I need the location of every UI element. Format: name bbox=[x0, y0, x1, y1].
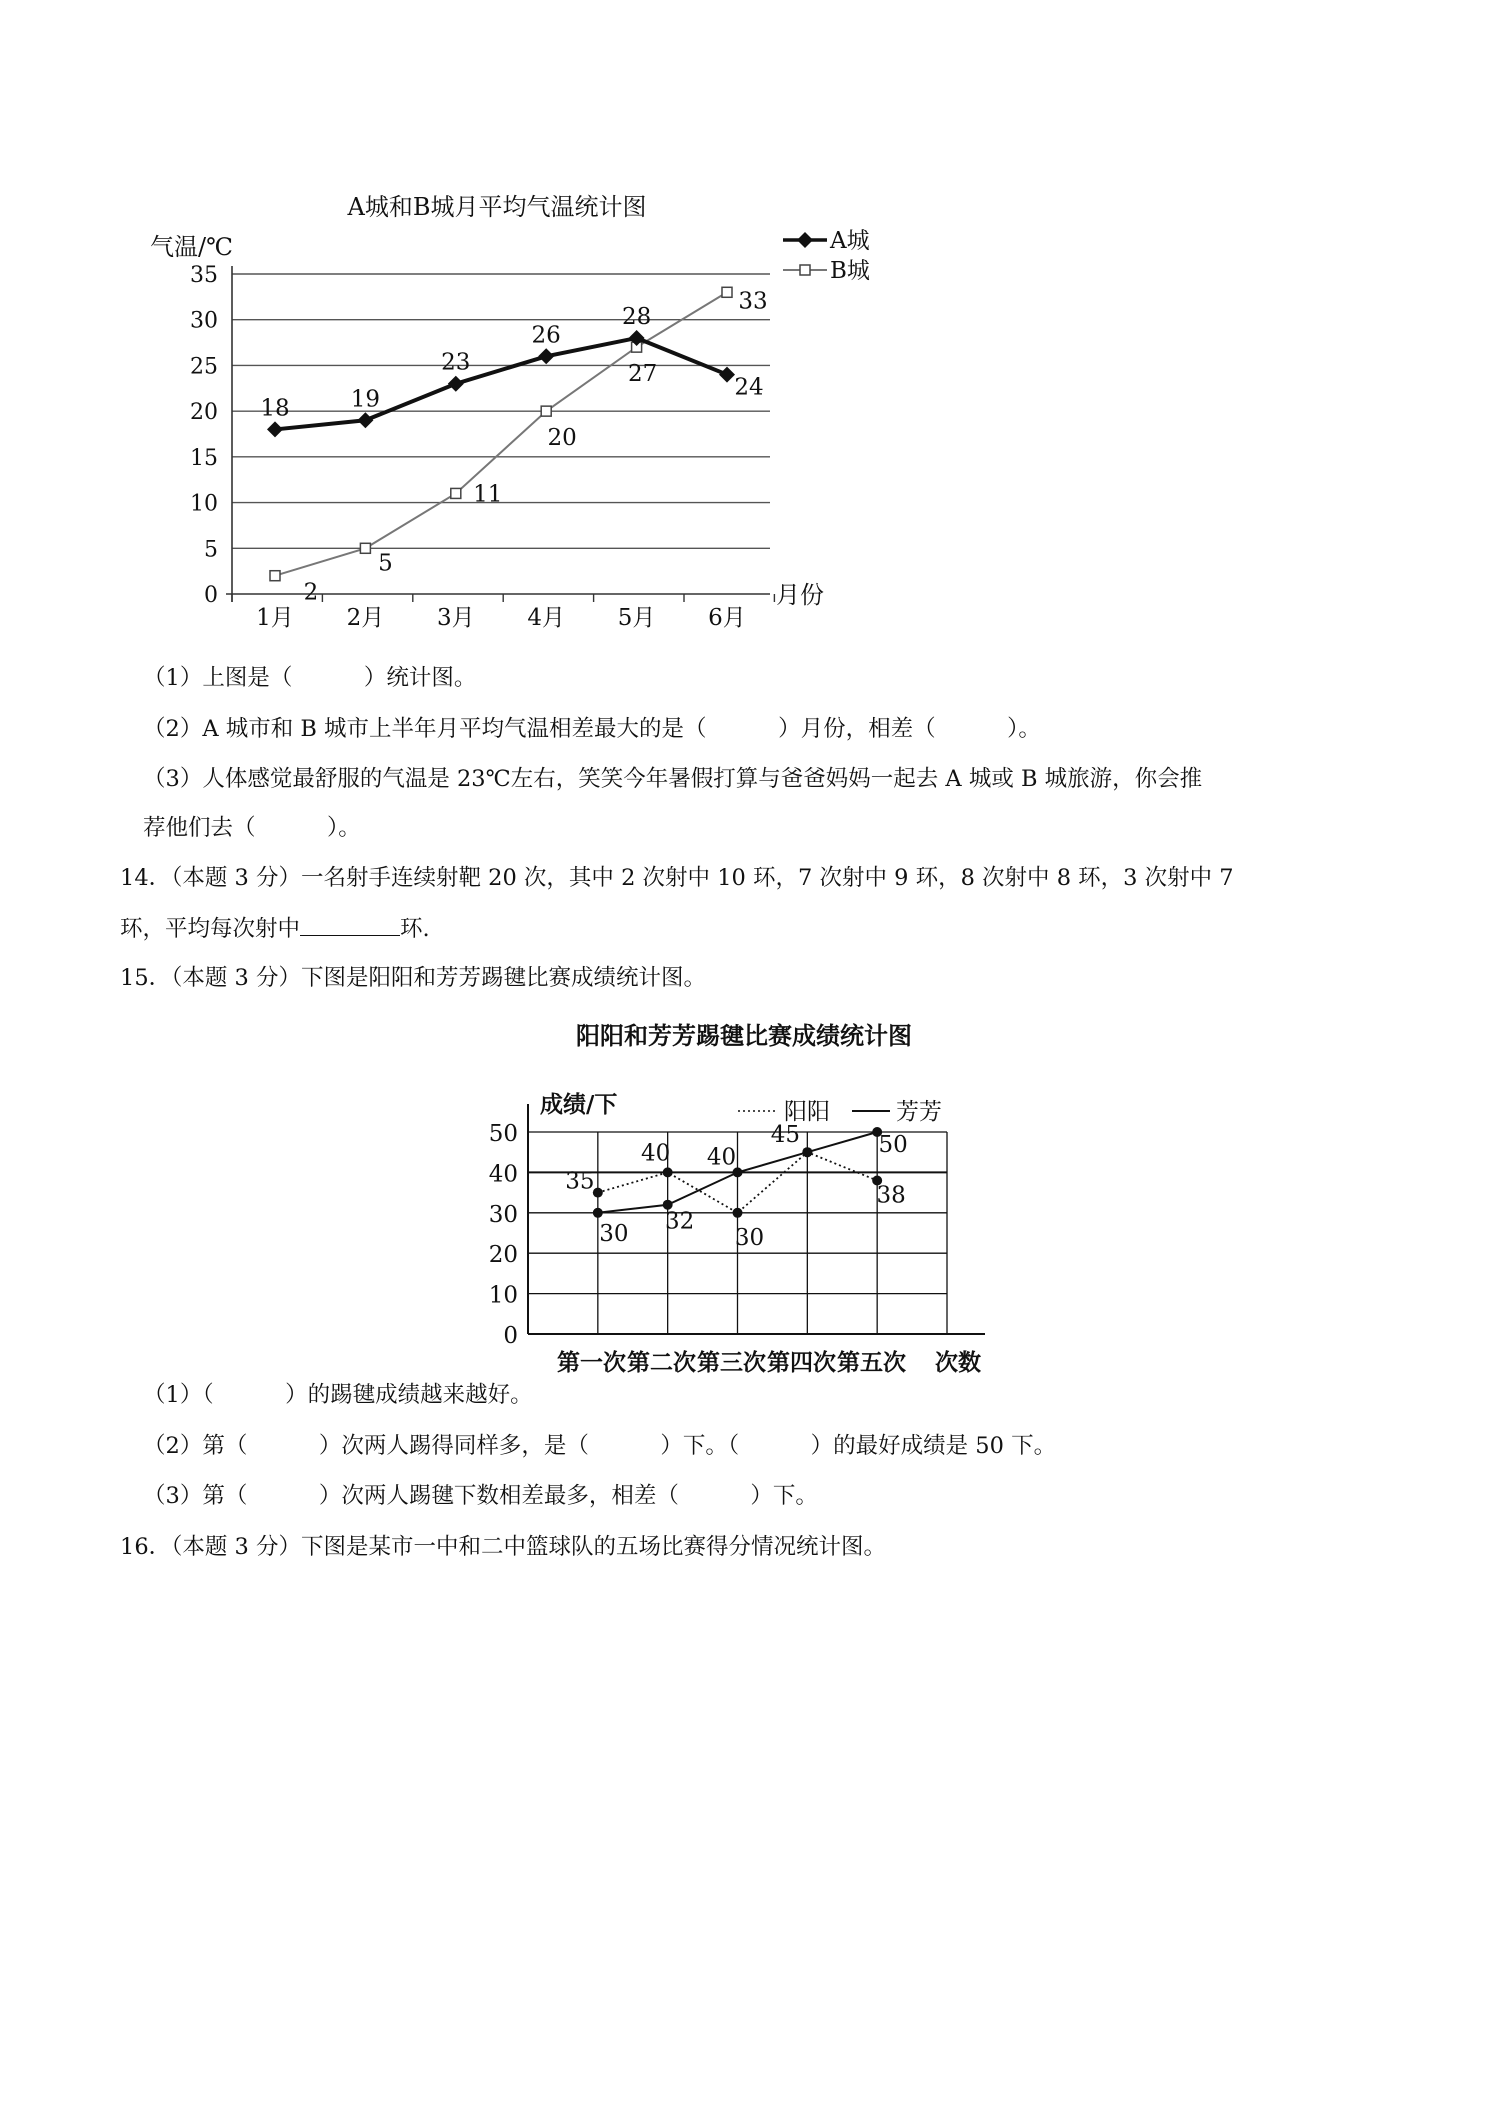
chart1-series-a-data-label: 19 bbox=[350, 386, 381, 413]
chart2-series-fangfang-data-label: 50 bbox=[878, 1132, 908, 1158]
q13-part3-line1: （3）人体感觉最舒服的气温是 23℃左右，笑笑今年暑假打算与爸爸妈妈一起去 A 城或 B 城旅游，你会推 bbox=[143, 766, 1203, 792]
chart1-x-tick-label: 4月 bbox=[527, 605, 566, 631]
chart1-title: A城和B城月平均气温统计图 bbox=[347, 193, 647, 221]
chart2-y-tick-label: 10 bbox=[488, 1282, 518, 1309]
chart2-y-tick-label: 0 bbox=[503, 1323, 518, 1349]
chart1-x-tick-label: 5月 bbox=[617, 605, 656, 631]
chart2-x-axis-label: 次数 bbox=[935, 1349, 981, 1376]
chart2-series-yangyang-data-label: 38 bbox=[876, 1182, 906, 1209]
chart1-series-b-data-label: 20 bbox=[547, 425, 577, 452]
q15-intro: 15．（本题 3 分）下图是阳阳和芳芳踢毽比赛成绩统计图。 bbox=[120, 965, 707, 991]
chart2-series-fangfang-data-label: 32 bbox=[665, 1208, 695, 1235]
q15-part1: （1）（ ）的踢毽成绩越来越好。 bbox=[143, 1382, 533, 1408]
chart1-y-tick-label: 35 bbox=[190, 263, 218, 288]
chart2-legend-yangyang-label: 阳阳 bbox=[784, 1099, 830, 1125]
q15-part2: （2）第（ ）次两人踢得同样多，是（ ）下。（ ）的最好成绩是 50 下。 bbox=[143, 1433, 1057, 1459]
chart1-series-b-data-label: 5 bbox=[378, 550, 393, 577]
chart1-y-tick-label: 10 bbox=[190, 491, 218, 517]
chart1-y-tick-label: 0 bbox=[204, 583, 218, 608]
chart2-legend-fangfang-label: 芳芳 bbox=[896, 1099, 942, 1125]
chart2-series-yangyang-data-label: 35 bbox=[565, 1168, 595, 1195]
chart2-x-tick-label: 第五次 bbox=[837, 1349, 906, 1376]
chart1-series-a-data-label: 24 bbox=[734, 374, 764, 401]
chart2-series-yangyang-data-label: 30 bbox=[734, 1224, 765, 1251]
chart1-y-tick-label: 20 bbox=[190, 400, 218, 426]
chart2-y-axis-label: 成绩/下 bbox=[540, 1091, 618, 1118]
chart2-y-tick-label: 40 bbox=[488, 1161, 518, 1188]
chart2-y-tick-label: 30 bbox=[488, 1201, 518, 1228]
q14-line1: 14．（本题 3 分）一名射手连续射靶 20 次，其中 2 次射中 10 环，7 次射中 9 环，8 次射中 8 环，3 次射中 7 bbox=[120, 865, 1234, 891]
chart1-series-a-data-label: 23 bbox=[441, 349, 471, 376]
chart1-x-tick-label: 6月 bbox=[708, 605, 746, 631]
chart1-y-tick-label: 25 bbox=[190, 354, 218, 380]
chart1-y-tick-label: 15 bbox=[190, 445, 218, 471]
chart2-x-tick-label: 第一次 bbox=[557, 1349, 626, 1376]
chart2-series-yangyang-data-label: 45 bbox=[770, 1122, 800, 1149]
chart1-legend-a-label: A城 bbox=[830, 228, 870, 254]
chart2-series-yangyang-point bbox=[663, 1167, 673, 1177]
chart2-series-yangyang-data-label: 40 bbox=[641, 1140, 671, 1167]
chart1-legend-b-label: B城 bbox=[830, 258, 870, 284]
chart2-y-tick-label: 20 bbox=[488, 1242, 518, 1269]
chart2-x-tick-label: 第二次 bbox=[627, 1349, 696, 1376]
chart1-x-tick-label: 1月 bbox=[256, 605, 294, 631]
chart1-series-a-data-label: 28 bbox=[621, 304, 652, 330]
chart2-series-fangfang-point bbox=[802, 1147, 812, 1157]
q14-line2-pre: 环，平均每次射中 bbox=[120, 916, 301, 942]
q14-line2-post: 环. bbox=[400, 916, 430, 942]
chart2-y-tick-label: 50 bbox=[488, 1121, 518, 1147]
q13-part2: （2）A 城市和 B 城市上半年月平均气温相差最大的是（ ）月份，相差（ ）。 bbox=[143, 716, 1041, 742]
chart1-series-b-data-label: 27 bbox=[627, 361, 658, 388]
chart2-x-tick-label: 第四次 bbox=[767, 1349, 836, 1376]
chart2-title: 阳阳和芳芳踢毽比赛成绩统计图 bbox=[576, 1021, 912, 1050]
chart1-y-tick-label: 30 bbox=[190, 308, 218, 334]
chart1-series-b-data-label: 2 bbox=[303, 579, 319, 606]
chart1-series-a-data-label: 26 bbox=[531, 322, 561, 349]
chart1-x-axis-label: 月份 bbox=[776, 581, 824, 609]
chart2-series-fangfang-data-label: 30 bbox=[599, 1220, 629, 1247]
chart1-series-b-data-label: 11 bbox=[473, 481, 503, 508]
chart1-series-a-data-label: 18 bbox=[260, 395, 290, 422]
chart2-series-fangfang-data-label: 40 bbox=[706, 1144, 737, 1171]
q13-part3-line2: 荐他们去（ ）。 bbox=[143, 815, 361, 841]
chart2-series-yangyang-point bbox=[733, 1208, 743, 1218]
q13-part1: （1）上图是（ ）统计图。 bbox=[143, 665, 477, 691]
chart1-y-axis-label: 气温/℃ bbox=[150, 233, 233, 261]
chart2-x-tick-label: 第三次 bbox=[697, 1349, 766, 1376]
chart2-series-fangfang-point bbox=[593, 1208, 603, 1218]
chart1-x-tick-label: 3月 bbox=[436, 605, 475, 631]
q16-intro: 16．（本题 3 分）下图是某市一中和二中篮球队的五场比赛得分情况统计图。 bbox=[120, 1534, 887, 1560]
chart1-series-b-data-label: 33 bbox=[738, 288, 768, 315]
chart1-x-tick-label: 2月 bbox=[346, 605, 385, 631]
chart1-y-tick-label: 5 bbox=[204, 537, 218, 563]
q15-part3: （3）第（ ）次两人踢毽下数相差最多，相差（ ）下。 bbox=[143, 1483, 818, 1509]
